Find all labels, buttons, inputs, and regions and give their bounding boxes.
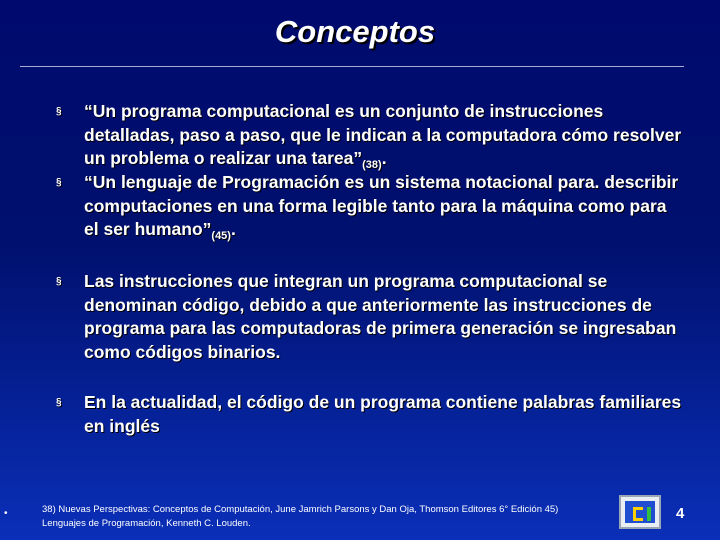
bullet-end: .	[381, 148, 387, 168]
bullet-reference: (38)	[362, 159, 382, 171]
bullet-text: Las instrucciones que integran un programa computacional se denominan código, debido a que anteriormente las instrucciones de programa para las computadoras de primera generación se ingresaban como códigos binarios.	[84, 271, 677, 362]
bullet-item-3	[56, 270, 684, 364]
footnote	[42, 503, 602, 530]
page-number: 4	[676, 505, 685, 522]
bullet-item-1	[56, 100, 684, 171]
bullet-reference: (45)	[211, 230, 231, 242]
presentation-logo-icon	[619, 495, 661, 529]
footnote-line-2: Lenguajes de Programación, Kenneth C. Louden.	[42, 517, 251, 529]
bullet-marker-icon: §	[56, 276, 62, 287]
bullet-item-2	[56, 171, 684, 242]
title-divider	[20, 66, 684, 67]
bullet-text: “Un lenguaje de Programación es un sistema notacional para. describir computaciones en una forma legible tanto para la máquina como para el ser humano”	[84, 172, 679, 239]
slide-title: Conceptos	[274, 14, 436, 49]
bullet-item-4	[56, 391, 684, 438]
bullet-marker-icon: §	[56, 397, 62, 408]
footer-dot: •	[4, 508, 8, 519]
bullet-text: En la actualidad, el código de un programa contiene palabras familiares en inglés	[84, 392, 682, 436]
bullet-text: “Un programa computacional es un conjunto de instrucciones detalladas, paso a paso, que le indican a la computadora cómo resolver un problema o realizar una tarea”	[84, 101, 682, 168]
bullet-end: .	[230, 219, 236, 239]
footnote-line-1: 38) Nuevas Perspectivas: Conceptos de Computación, June Jamrich Parsons y Dan Oja, Thomson Editores 6° Edición 45)	[42, 504, 559, 515]
bullet-marker-icon: §	[56, 177, 62, 188]
bullet-marker-icon: §	[56, 106, 62, 117]
